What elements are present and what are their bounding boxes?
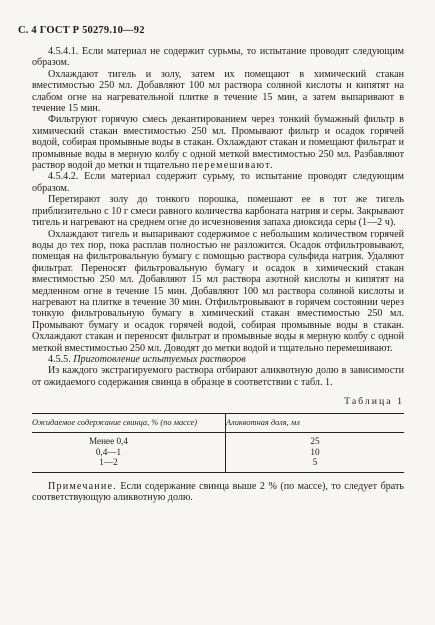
document-body [32, 46, 404, 503]
table-row [32, 447, 404, 458]
note-label: Примечание. [48, 480, 117, 492]
cell-aliquot: 25 [310, 436, 320, 447]
paragraph-cooling: Охлаждают тигель и золу, затем их помещают в химический стакан вместимостью 250 мл. Добавляют 100 мл раствора соляной кислоты и кипятят на слабом огне на нагревательной плитке в течение 15 мин, а затем выпаривают в течение 15 мин. [32, 68, 404, 115]
col-header-content: Ожидаемое содержание свинца, % (по массе) [32, 413, 225, 433]
cell-aliquot: 5 [225, 457, 404, 472]
paragraph-4-5-4-1: 4.5.4.1. Если материал не содержит сурьмы, то испытание проводят следующим образом. [32, 46, 404, 69]
cell-content: Менее 0,4 [32, 433, 225, 447]
table-note [32, 481, 404, 504]
note-text: Если содержание свинца выше 2 % (по массе), то следует брать соответствующую аликвотную долю. [32, 480, 404, 503]
aliquot-table [32, 413, 404, 473]
page-header: С. 4 ГОСТ Р 50279.10—92 [18, 25, 145, 36]
table-caption: Таблица 1 [344, 396, 404, 408]
paragraph-evaporation: Охлаждают тигель и выпаривают содержимое с небольшим количеством горячей воды до тех пор, пока расплав полностью не разложится. Осадок отфильтровывают, помещая на фильтровальную бумагу с помощью раствора сульфида натрия. Удаляют фильтрат. Переносят фильтровальную бумагу и осадок в химический стакан вместимостью 250 мл. Добавляют 15 мл раствора азотной кислоты и кипятят на медленном огне в течение 15 мин. Добавляют 100 мл раствора соляной кислоты и нагревают на плитке в течение 30 мин. Отфильтровывают в горячем состоянии через тонкую фильтровальную бумагу в химический стакан вместимостью 250 мл. Промывают бумагу и осадок горячей водой, собирая промывные воды в стакан. Охлаждают стакан и переносят фильтрат и промывные воды в мерную колбу с одной меткой вместимостью 250 мл. Доводят до метки водой и тщательно перемешивают. [32, 228, 404, 354]
section-number: 4.5.5. [48, 353, 74, 365]
emphasis-mix: перемешивают. [191, 160, 274, 172]
cell-content: 0,4—1 [32, 447, 225, 458]
section-title: Приготовление испытуемых растворов [73, 353, 246, 365]
paragraph-aliquot: Из каждого экстрагируемого раствора отбирают аликвотную долю в зависимости от ожидаемого содержания свинца в образце в соответствии с табл. 1. [32, 365, 404, 388]
cell-aliquot: 10 [310, 446, 320, 457]
paragraph-filtering [32, 114, 404, 171]
col-header-aliquot: Аликвотная доля, мл [225, 413, 404, 433]
table-row [32, 457, 404, 472]
table-row [32, 433, 404, 447]
cell-content: 1—2 [32, 457, 225, 472]
table-header-row [32, 413, 404, 433]
paragraph-4-5-4-2: 4.5.4.2. Если материал содержит сурьму, то испытание проводят следующим образом. [32, 171, 404, 194]
paragraph-filtering-text: Фильтруют горячую смесь декантированием через тонкий бумажный фильтр в химический стакан вместимостью 250 мл. Промывают фильтр и осадок горячей водой, собирая промывные воды в стакан. Охлаждают стакан и помещают фильтрат и промывные воды в мерную колбу с одной меткой вместимостью 250 мл. Разбавляют раствор водой до метки и тщательно [32, 114, 404, 172]
section-heading-4-5-5 [32, 354, 404, 365]
paragraph-grinding: Перетирают золу до тонкого порошка, помешают ее в тот же тигель приблизительно с 10 г смеси равного количества карбоната натрия и серы. Закрывают тигель и нагревают на среднем огне до исчезновения запаха диоксида серы (1—2 ч). [32, 194, 404, 229]
